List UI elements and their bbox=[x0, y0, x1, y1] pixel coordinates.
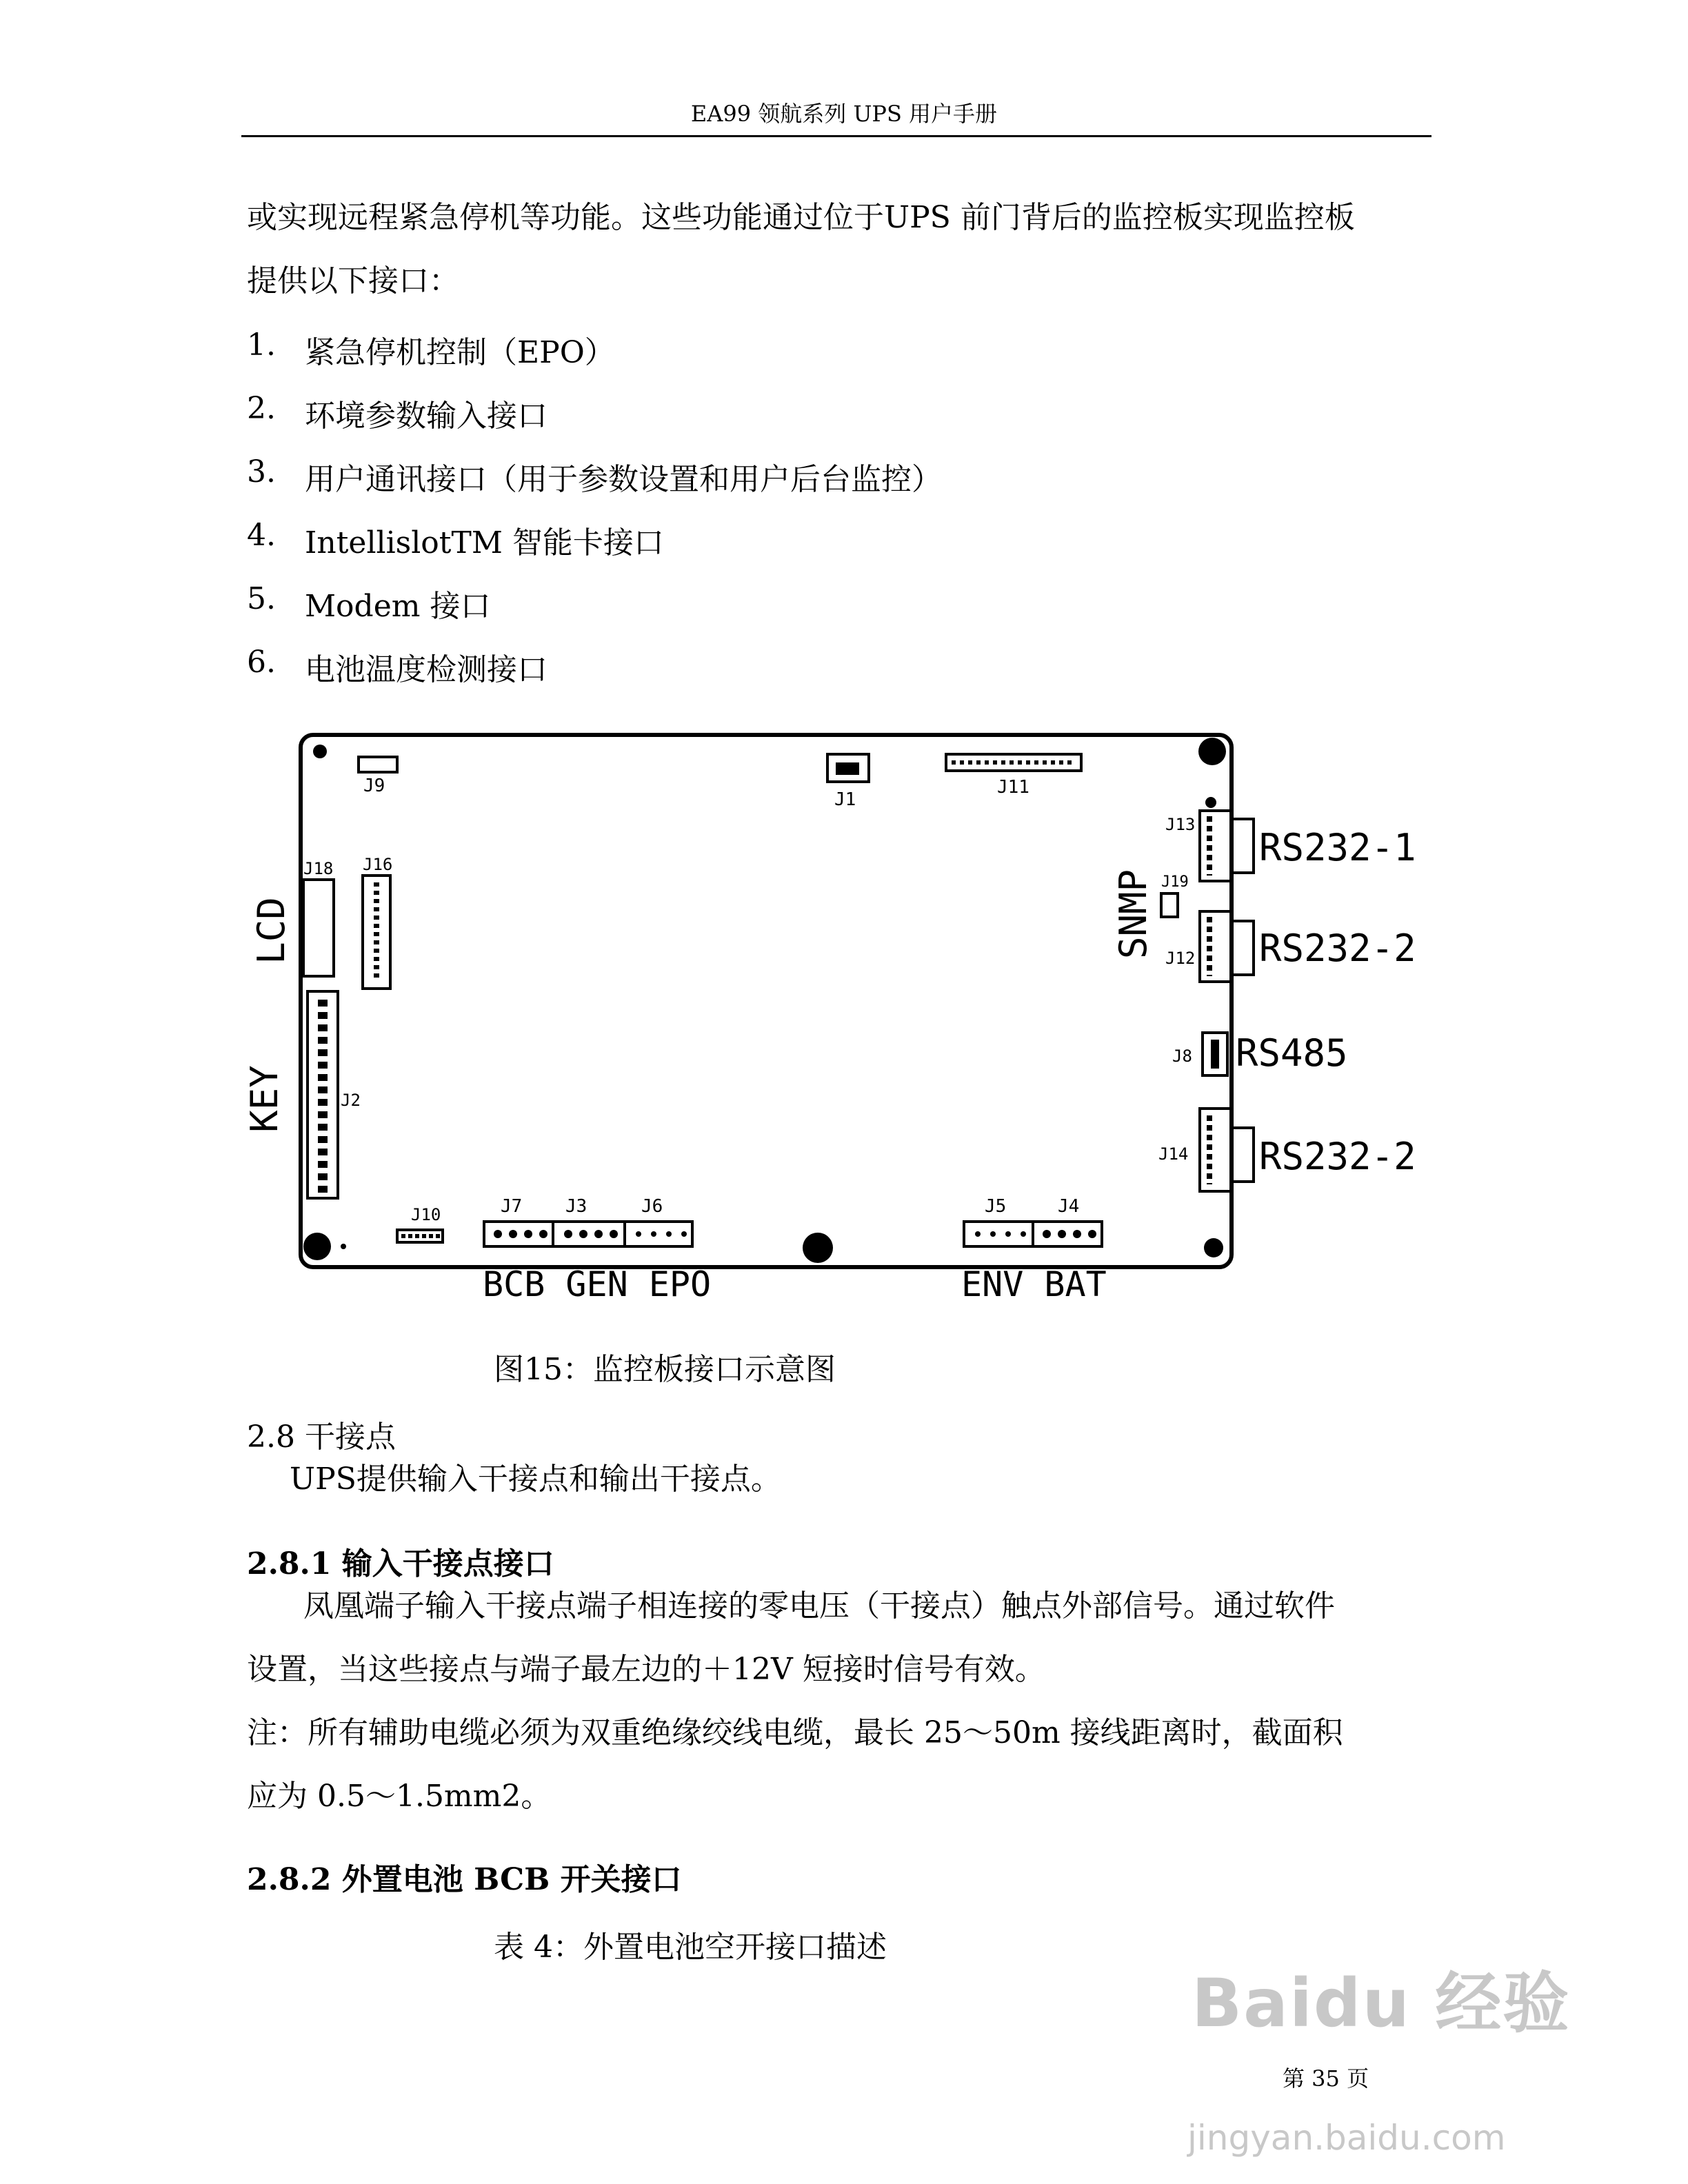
section-heading-2-8-2: 2.8.2 外置电池 BCB 开关接口 bbox=[247, 1862, 682, 1897]
label-j1: J1 bbox=[834, 789, 856, 810]
label-j18: J18 bbox=[303, 859, 334, 878]
list-item-text: 用户通讯接口（用于参数设置和用户后台监控） bbox=[305, 462, 942, 497]
connector-j8-pins bbox=[1211, 1040, 1219, 1069]
page-header-title: EA99 领航系列 UPS 用户手册 bbox=[690, 101, 998, 127]
table-caption: 表 4：外置电池空开接口描述 bbox=[494, 1930, 887, 1965]
label-j11: J11 bbox=[997, 777, 1029, 798]
label-j6: J6 bbox=[641, 1196, 663, 1217]
label-j8: J8 bbox=[1172, 1046, 1192, 1066]
watermark-brand: Baidu 经验 bbox=[1192, 1965, 1571, 2042]
list-item-text: IntellislotTM 智能卡接口 bbox=[305, 525, 664, 560]
board-outline bbox=[301, 735, 1232, 1267]
mounting-hole bbox=[341, 1244, 346, 1249]
label-j13: J13 bbox=[1165, 815, 1196, 834]
connector-j1-pins bbox=[836, 762, 859, 775]
header-divider bbox=[241, 135, 1431, 137]
section-2-8-text: UPS提供输入干接点和输出干接点。 bbox=[290, 1462, 781, 1497]
intro-line-2: 提供以下接口： bbox=[247, 263, 459, 299]
list-item-number: 4. bbox=[247, 518, 276, 553]
label-env-bat: ENV BAT bbox=[961, 1264, 1107, 1304]
list-item-text: Modem 接口 bbox=[305, 589, 491, 624]
label-j2: J2 bbox=[341, 1091, 361, 1110]
mounting-hole bbox=[313, 745, 327, 758]
label-j10: J10 bbox=[411, 1205, 441, 1224]
section-heading-2-8: 2.8 干接点 bbox=[247, 1419, 396, 1455]
figure-caption: 图15：监控板接口示意图 bbox=[494, 1352, 836, 1387]
mounting-hole bbox=[1204, 1238, 1223, 1257]
label-j19: J19 bbox=[1161, 873, 1189, 891]
section-2-8-1-para-line-2: 设置，当这些接点与端子最左边的＋12V 短接时信号有效。 bbox=[247, 1652, 1045, 1687]
monitoring-board-diagram bbox=[243, 717, 1462, 1324]
port-rs232-2a bbox=[1232, 921, 1254, 975]
section-heading-2-8-1: 2.8.1 输入干接点接口 bbox=[247, 1546, 554, 1581]
port-rs232-2b bbox=[1232, 1128, 1254, 1182]
label-key: KEY bbox=[243, 1065, 286, 1133]
label-rs232-2a: RS232-2 bbox=[1259, 927, 1416, 970]
list-item-number: 1. bbox=[247, 327, 276, 363]
port-rs232-1 bbox=[1232, 819, 1254, 873]
label-bcb-gen-epo: BCB GEN EPO bbox=[483, 1264, 712, 1304]
label-j16: J16 bbox=[363, 855, 393, 874]
note-line-1: 注：所有辅助电缆必须为双重绝缘绞线电缆，最长 25～50m 接线距离时，截面积 bbox=[247, 1715, 1343, 1750]
label-snmp: SNMP bbox=[1112, 869, 1155, 960]
mounting-hole bbox=[303, 1233, 331, 1260]
page-number: 第 35 页 bbox=[1283, 2065, 1369, 2092]
label-j4: J4 bbox=[1058, 1196, 1080, 1217]
mounting-hole bbox=[803, 1233, 833, 1263]
label-rs232-1: RS232-1 bbox=[1259, 826, 1416, 869]
list-item-number: 6. bbox=[247, 645, 276, 680]
label-j7: J7 bbox=[501, 1196, 523, 1217]
label-j3: J3 bbox=[565, 1196, 587, 1217]
label-j12: J12 bbox=[1165, 949, 1196, 968]
list-item-number: 3. bbox=[247, 454, 276, 489]
label-j5: J5 bbox=[985, 1196, 1007, 1217]
label-rs485: RS485 bbox=[1236, 1031, 1348, 1075]
intro-line-1: 或实现远程紧急停机等功能。这些功能通过位于UPS 前门背后的监控板实现监控板 bbox=[247, 200, 1355, 235]
label-j9: J9 bbox=[363, 776, 385, 796]
list-item-number: 2. bbox=[247, 391, 276, 426]
list-item-text: 紧急停机控制（EPO） bbox=[305, 335, 615, 370]
mounting-hole bbox=[1205, 797, 1216, 808]
label-rs232-2b: RS232-2 bbox=[1259, 1135, 1416, 1178]
list-item-text: 电池温度检测接口 bbox=[305, 652, 547, 687]
section-2-8-1-para-line-1: 凤凰端子输入干接点端子相连接的零电压（干接点）触点外部信号。通过软件 bbox=[303, 1588, 1335, 1624]
label-j14: J14 bbox=[1158, 1144, 1189, 1164]
note-line-2: 应为 0.5～1.5mm2。 bbox=[247, 1779, 552, 1814]
mounting-hole bbox=[1198, 738, 1226, 765]
label-lcd: LCD bbox=[250, 897, 293, 964]
list-item-text: 环境参数输入接口 bbox=[305, 398, 547, 434]
list-item-number: 5. bbox=[247, 581, 276, 616]
watermark-url: jingyan.baidu.com bbox=[1187, 2118, 1506, 2158]
